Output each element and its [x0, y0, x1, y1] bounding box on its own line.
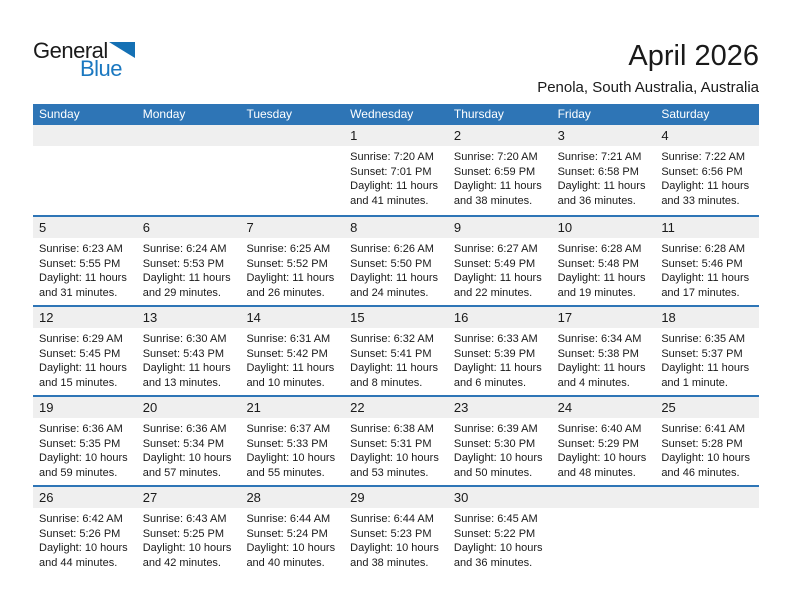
day-cell: [655, 217, 759, 305]
sunset-text: Sunset: 5:33 PM: [246, 437, 328, 450]
day-details: [240, 238, 344, 305]
daylight-text: Daylight: 11 hours and 8 minutes.: [350, 362, 439, 389]
date-number: 27: [137, 487, 241, 508]
sunset-text: Sunset: 5:46 PM: [661, 257, 743, 270]
daylight-text: Daylight: 10 hours and 57 minutes.: [142, 452, 232, 479]
daylight-text: Daylight: 11 hours and 33 minutes.: [661, 180, 750, 207]
day-cell: [344, 487, 448, 575]
date-number: 12: [33, 307, 137, 328]
day-details: [33, 146, 137, 215]
day-cell: [655, 307, 759, 395]
weekday-header: Monday: [142, 107, 186, 121]
daylight-text: Daylight: 11 hours and 19 minutes.: [557, 272, 646, 299]
sunrise-text: Sunrise: 6:39 AM: [453, 423, 538, 435]
day-cell: [344, 125, 448, 215]
weekday-header: Sunday: [39, 107, 80, 121]
daylight-text: Daylight: 11 hours and 31 minutes.: [39, 272, 127, 299]
page-title: April 2026: [628, 40, 759, 72]
date-number: 5: [33, 217, 137, 238]
sunset-text: Sunset: 6:56 PM: [661, 165, 743, 178]
sunset-text: Sunset: 5:41 PM: [350, 347, 432, 360]
empty-day-cell: [137, 125, 241, 215]
day-cell: [552, 217, 656, 305]
date-number: 23: [448, 397, 552, 418]
date-number: 10: [552, 217, 656, 238]
date-number: 24: [552, 397, 656, 418]
day-details: [137, 238, 241, 305]
calendar-grid: [33, 125, 759, 575]
empty-day-cell: [33, 125, 137, 215]
date-number: 21: [240, 397, 344, 418]
sunset-text: Sunset: 5:30 PM: [453, 437, 536, 450]
daylight-text: Daylight: 11 hours and 24 minutes.: [350, 272, 439, 299]
day-details: [240, 146, 344, 215]
weekday-header: Thursday: [453, 107, 504, 121]
date-number: [655, 487, 759, 508]
sunset-text: Sunset: 5:52 PM: [246, 257, 328, 270]
daylight-text: Daylight: 10 hours and 50 minutes.: [453, 452, 543, 479]
sunrise-text: Sunrise: 7:21 AM: [557, 151, 642, 163]
date-number: 16: [448, 307, 552, 328]
day-details: [655, 418, 759, 485]
daylight-text: Daylight: 10 hours and 38 minutes.: [350, 542, 439, 569]
sunrise-text: Sunrise: 7:20 AM: [350, 151, 434, 163]
day-details: [33, 418, 137, 485]
daylight-text: Daylight: 11 hours and 26 minutes.: [246, 272, 335, 299]
date-number: 18: [655, 307, 759, 328]
day-details: [33, 328, 137, 395]
sunrise-text: Sunrise: 6:36 AM: [39, 423, 123, 435]
day-cell: [448, 487, 552, 575]
sunset-text: Sunset: 5:45 PM: [39, 347, 121, 360]
day-details: [33, 238, 137, 305]
daylight-text: Daylight: 11 hours and 1 minute.: [661, 362, 750, 389]
weekday-header: Friday: [557, 107, 591, 121]
date-number: 26: [33, 487, 137, 508]
date-number: 20: [137, 397, 241, 418]
sunset-text: Sunset: 5:28 PM: [661, 437, 743, 450]
date-number: [552, 487, 656, 508]
sunset-text: Sunset: 5:55 PM: [39, 257, 121, 270]
sunset-text: Sunset: 5:34 PM: [142, 437, 225, 450]
date-number: 17: [552, 307, 656, 328]
daylight-text: Daylight: 10 hours and 44 minutes.: [39, 542, 128, 569]
location-subtitle: Penola, South Australia, Australia: [537, 79, 759, 96]
day-details: [448, 328, 552, 395]
daylight-text: Daylight: 11 hours and 6 minutes.: [453, 362, 542, 389]
sunrise-text: Sunrise: 6:42 AM: [39, 513, 123, 525]
sunset-text: Sunset: 5:31 PM: [350, 437, 432, 450]
daylight-text: Daylight: 11 hours and 38 minutes.: [453, 180, 542, 207]
sunrise-text: Sunrise: 6:38 AM: [350, 423, 434, 435]
daylight-text: Daylight: 10 hours and 46 minutes.: [661, 452, 750, 479]
sunrise-text: Sunrise: 7:22 AM: [661, 151, 746, 163]
date-number: 8: [344, 217, 448, 238]
daylight-text: Daylight: 11 hours and 29 minutes.: [142, 272, 231, 299]
daylight-text: Daylight: 11 hours and 41 minutes.: [350, 180, 439, 207]
daylight-text: Daylight: 11 hours and 22 minutes.: [453, 272, 542, 299]
day-details: [137, 328, 241, 395]
daylight-text: Daylight: 11 hours and 10 minutes.: [246, 362, 335, 389]
day-details: [448, 418, 552, 485]
day-cell: [344, 307, 448, 395]
day-details: [552, 328, 656, 395]
day-details: [137, 418, 241, 485]
sunset-text: Sunset: 5:23 PM: [350, 527, 432, 540]
day-details: [655, 328, 759, 395]
sunset-text: Sunset: 5:48 PM: [557, 257, 639, 270]
day-cell: [240, 397, 344, 485]
date-number: 1: [344, 125, 448, 146]
sunset-text: Sunset: 6:58 PM: [557, 165, 639, 178]
logo-text-general: General: [33, 38, 108, 63]
date-number: 9: [448, 217, 552, 238]
sunset-text: Sunset: 5:35 PM: [39, 437, 121, 450]
sunset-text: Sunset: 6:59 PM: [453, 165, 536, 178]
date-number: 11: [655, 217, 759, 238]
date-number: 19: [33, 397, 137, 418]
sunset-text: Sunset: 5:42 PM: [246, 347, 328, 360]
day-cell: [344, 397, 448, 485]
date-number: 30: [448, 487, 552, 508]
daylight-text: Daylight: 11 hours and 15 minutes.: [39, 362, 127, 389]
day-cell: [344, 217, 448, 305]
sunrise-text: Sunrise: 6:44 AM: [246, 513, 331, 525]
day-cell: [33, 487, 137, 575]
day-details: [240, 328, 344, 395]
day-details: [344, 328, 448, 395]
sunset-text: Sunset: 5:29 PM: [557, 437, 639, 450]
day-cell: [33, 397, 137, 485]
daylight-text: Daylight: 10 hours and 36 minutes.: [453, 542, 543, 569]
date-number: 2: [448, 125, 552, 146]
sunset-text: Sunset: 5:24 PM: [246, 527, 328, 540]
day-cell: [137, 397, 241, 485]
day-details: [344, 418, 448, 485]
empty-day-cell: [655, 487, 759, 575]
sunset-text: Sunset: 5:39 PM: [453, 347, 536, 360]
day-details: [655, 508, 759, 575]
sunset-text: Sunset: 5:37 PM: [661, 347, 743, 360]
day-cell: [552, 307, 656, 395]
week-row: [33, 215, 759, 305]
date-number: [33, 125, 137, 146]
date-number: 3: [552, 125, 656, 146]
sunset-text: Sunset: 5:22 PM: [453, 527, 536, 540]
day-details: [552, 146, 656, 215]
weekday-header-row: [33, 104, 759, 125]
day-cell: [448, 125, 552, 215]
date-number: 4: [655, 125, 759, 146]
day-details: [448, 238, 552, 305]
sunrise-text: Sunrise: 6:37 AM: [246, 423, 331, 435]
sunrise-text: Sunrise: 6:41 AM: [661, 423, 746, 435]
day-cell: [448, 307, 552, 395]
day-details: [344, 508, 448, 575]
sunset-text: Sunset: 5:53 PM: [142, 257, 225, 270]
sunrise-text: Sunrise: 6:36 AM: [142, 423, 227, 435]
day-cell: [240, 487, 344, 575]
day-cell: [240, 217, 344, 305]
daylight-text: Daylight: 10 hours and 55 minutes.: [246, 452, 336, 479]
sunrise-text: Sunrise: 6:30 AM: [142, 333, 227, 345]
date-number: 6: [137, 217, 241, 238]
sunrise-text: Sunrise: 6:28 AM: [661, 243, 746, 255]
day-cell: [33, 307, 137, 395]
week-row: [33, 305, 759, 395]
day-details: [240, 418, 344, 485]
empty-day-cell: [240, 125, 344, 215]
sunrise-text: Sunrise: 6:28 AM: [557, 243, 642, 255]
sunset-text: Sunset: 5:50 PM: [350, 257, 432, 270]
sunrise-text: Sunrise: 6:33 AM: [453, 333, 538, 345]
date-number: 7: [240, 217, 344, 238]
sunset-text: Sunset: 5:49 PM: [453, 257, 536, 270]
sunset-text: Sunset: 5:43 PM: [142, 347, 225, 360]
sunset-text: Sunset: 5:25 PM: [142, 527, 225, 540]
day-cell: [137, 217, 241, 305]
day-details: [448, 508, 552, 575]
daylight-text: Daylight: 11 hours and 17 minutes.: [661, 272, 750, 299]
day-cell: [448, 397, 552, 485]
sunrise-text: Sunrise: 6:24 AM: [142, 243, 227, 255]
day-cell: [240, 307, 344, 395]
day-cell: [33, 217, 137, 305]
date-number: 15: [344, 307, 448, 328]
day-details: [33, 508, 137, 575]
daylight-text: Daylight: 10 hours and 53 minutes.: [350, 452, 439, 479]
sunrise-text: Sunrise: 6:29 AM: [39, 333, 123, 345]
date-number: 14: [240, 307, 344, 328]
week-row: [33, 395, 759, 485]
day-details: [552, 508, 656, 575]
day-details: [552, 418, 656, 485]
daylight-text: Daylight: 11 hours and 36 minutes.: [557, 180, 646, 207]
day-details: [137, 146, 241, 215]
sunrise-text: Sunrise: 6:35 AM: [661, 333, 746, 345]
sunset-text: Sunset: 7:01 PM: [350, 165, 432, 178]
date-number: [137, 125, 241, 146]
sunrise-text: Sunrise: 6:27 AM: [453, 243, 538, 255]
date-number: 29: [344, 487, 448, 508]
day-details: [448, 146, 552, 215]
sunrise-text: Sunrise: 6:23 AM: [39, 243, 123, 255]
week-row: [33, 485, 759, 575]
date-number: 28: [240, 487, 344, 508]
day-details: [344, 238, 448, 305]
sunrise-text: Sunrise: 6:31 AM: [246, 333, 331, 345]
general-blue-logo: [33, 40, 135, 80]
day-cell: [655, 125, 759, 215]
daylight-text: Daylight: 11 hours and 4 minutes.: [557, 362, 646, 389]
day-details: [240, 508, 344, 575]
logo-text-blue: Blue: [80, 56, 123, 81]
day-cell: [137, 487, 241, 575]
daylight-text: Daylight: 10 hours and 59 minutes.: [39, 452, 128, 479]
date-number: 22: [344, 397, 448, 418]
weekday-header: Wednesday: [350, 107, 414, 121]
date-number: [240, 125, 344, 146]
sunrise-text: Sunrise: 6:44 AM: [350, 513, 434, 525]
empty-day-cell: [552, 487, 656, 575]
sunrise-text: Sunrise: 6:45 AM: [453, 513, 538, 525]
sunrise-text: Sunrise: 7:20 AM: [453, 151, 538, 163]
sunrise-text: Sunrise: 6:43 AM: [142, 513, 227, 525]
day-cell: [552, 125, 656, 215]
daylight-text: Daylight: 10 hours and 40 minutes.: [246, 542, 336, 569]
day-details: [552, 238, 656, 305]
day-details: [344, 146, 448, 215]
daylight-text: Daylight: 10 hours and 42 minutes.: [142, 542, 232, 569]
sunrise-text: Sunrise: 6:26 AM: [350, 243, 434, 255]
day-details: [655, 238, 759, 305]
day-cell: [552, 397, 656, 485]
day-cell: [137, 307, 241, 395]
sunrise-text: Sunrise: 6:25 AM: [246, 243, 331, 255]
daylight-text: Daylight: 10 hours and 48 minutes.: [557, 452, 647, 479]
sunrise-text: Sunrise: 6:32 AM: [350, 333, 434, 345]
day-details: [655, 146, 759, 215]
weekday-header: Saturday: [661, 107, 710, 121]
week-row: [33, 125, 759, 215]
month-calendar: [33, 104, 759, 575]
daylight-text: Daylight: 11 hours and 13 minutes.: [142, 362, 231, 389]
day-cell: [448, 217, 552, 305]
sunset-text: Sunset: 5:38 PM: [557, 347, 639, 360]
sunrise-text: Sunrise: 6:34 AM: [557, 333, 642, 345]
day-details: [137, 508, 241, 575]
weekday-header: Tuesday: [246, 107, 293, 121]
date-number: 13: [137, 307, 241, 328]
day-cell: [655, 397, 759, 485]
sunset-text: Sunset: 5:26 PM: [39, 527, 121, 540]
sunrise-text: Sunrise: 6:40 AM: [557, 423, 642, 435]
date-number: 25: [655, 397, 759, 418]
